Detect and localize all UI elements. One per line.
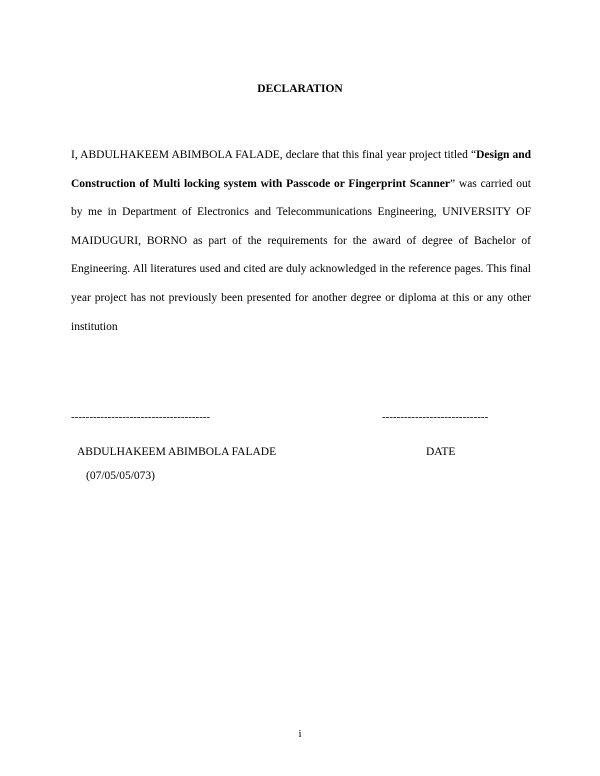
date-label: DATE (426, 446, 456, 458)
page-number: i (298, 728, 302, 740)
page-title: DECLARATION (257, 83, 343, 95)
date-line: ----------------------------- (382, 411, 489, 423)
declaration-text-start: I, ABDULHAKEEM ABIMBOLA FALADE, declare that this final year project titled “ (71, 149, 477, 161)
signature-line: -------------------------------------- (71, 411, 211, 423)
declaration-text-end: ” was carried out by me in Department of Electronics and Telecommunications Engineering, UNIVERSITY OF MAIDUGURI, BORNO as part of the requirements for the award of degree of Bachelor of Engineering. All literatures used and cited are duly acknowledged in the reference pages. This final year project has not previously been presented for another degree or diploma at this or any other institution (71, 177, 531, 333)
registration-number: (07/05/05/073) (86, 470, 155, 482)
signatory-name: ABDULHAKEEM ABIMBOLA FALADE (77, 446, 277, 458)
project-title: Design and Construction of Multi locking system with Passcode or Fingerprint Scanner (71, 149, 531, 190)
declaration-paragraph (71, 141, 531, 341)
